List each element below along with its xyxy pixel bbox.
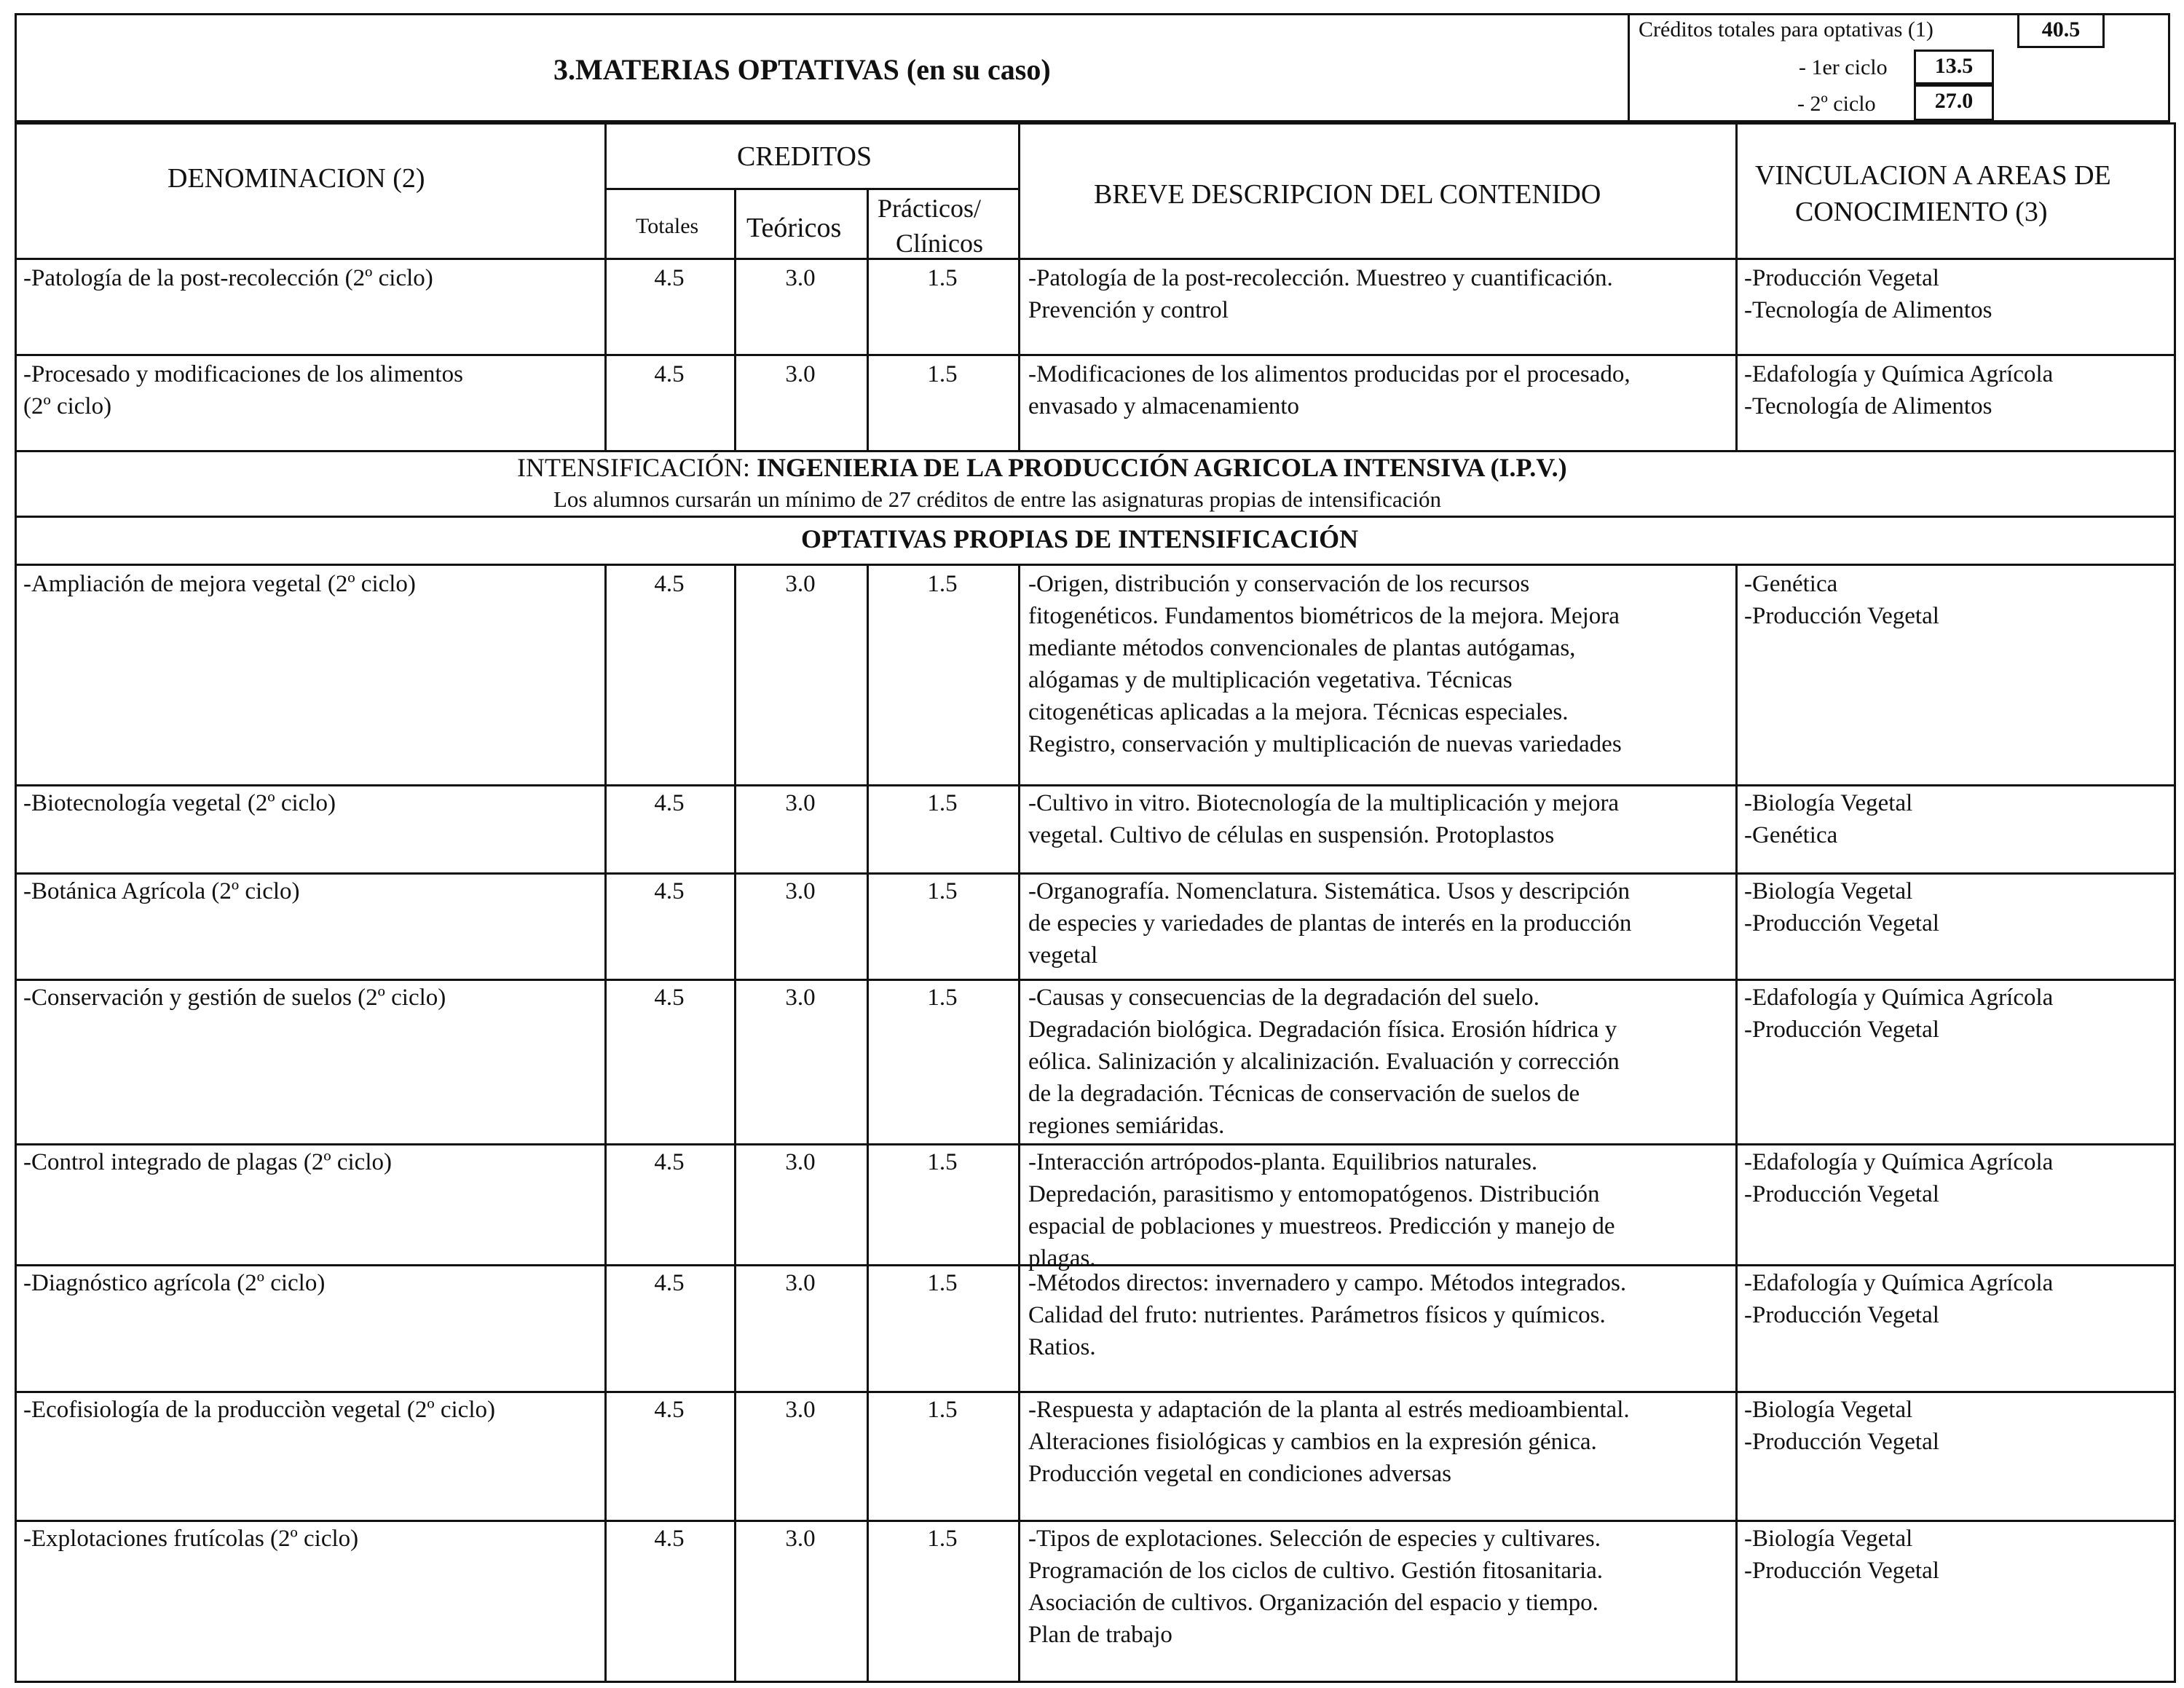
course-name-line: (2º ciclo) [23,393,112,419]
course-description [1028,1267,1727,1363]
page-title: 3.MATERIAS OPTATIVAS (en su caso) [553,53,1051,86]
description-line: Alteraciones fisiológicas y cambios en la expresión génica. [1028,1429,1597,1455]
col-practicos: Prácticos/ [878,194,981,223]
knowledge-areas [1744,1146,2174,1210]
credits-practicos: 1.5 [927,878,958,904]
course-description [1028,787,1727,851]
course-name-line: -Diagnóstico agrícola (2º ciclo) [23,1270,326,1296]
area-line: -Biología Vegetal [1744,1526,1913,1552]
credits-teoricos: 3.0 [785,878,816,904]
credits-teoricos: 3.0 [785,1397,816,1423]
description-line: -Cultivo in vitro. Biotecnología de la multiplicación y mejora [1028,790,1620,816]
course-description [1028,358,1727,422]
description-line: Ratios. [1028,1334,1096,1360]
col-descripcion: BREVE DESCRIPCION DEL CONTENIDO [1094,179,1601,210]
credits-totales: 4.5 [654,265,685,291]
credits-totales: 4.5 [654,985,685,1011]
description-line: -Respuesta y adaptación de la planta al estrés medioambiental. [1028,1397,1630,1423]
course-name [23,1394,599,1426]
col-vinculacion-1: VINCULACION A AREAS DE [1755,160,2111,191]
cycle1-value: 13.5 [1914,50,1994,84]
credits-totales: 4.5 [654,1270,685,1296]
credits-practicos: 1.5 [927,1526,958,1552]
description-line: -Causas y consecuencias de la degradación del suelo. [1028,985,1540,1011]
description-line: Depredación, parasitismo y entomopatógenos. Distribución [1028,1181,1600,1207]
course-name-line: -Biotecnología vegetal (2º ciclo) [23,790,336,816]
description-line: vegetal. Cultivo de células en suspensión. Protoplastos [1028,822,1555,848]
area-line: -Edafología y Química Agrícola [1744,361,2054,387]
credits-teoricos: 3.0 [785,1526,816,1552]
area-line: -Tecnología de Alimentos [1744,297,1992,323]
row-rule [15,1681,2174,1683]
cycle1-label: - 1er ciclo [1799,55,1888,79]
description-line: Plan de trabajo [1028,1622,1172,1648]
description-line: mediante métodos convencionales de plantas autógamas, [1028,635,1576,661]
area-line: -Producción Vegetal [1744,910,1939,936]
col-totales: Totales [636,214,699,238]
credits-total-label: Créditos totales para optativas (1) [1639,17,1933,42]
area-line: -Edafología y Química Agrícola [1744,1149,2054,1175]
col-creditos: CREDITOS [737,141,872,172]
area-line: -Biología Vegetal [1744,878,1913,904]
credits-totales: 4.5 [654,790,685,816]
col-rule [604,564,607,1683]
row-rule [15,1520,2174,1522]
knowledge-areas [1744,1394,2174,1458]
col-rule [867,188,869,451]
course-description [1028,982,1727,1142]
col-rule [1735,564,1738,1683]
description-line: vegetal [1028,942,1098,969]
col-teoricos: Teóricos [746,213,842,243]
course-description [1028,1394,1727,1490]
row-rule [15,784,2174,786]
description-line: de especies y variedades de plantas de interés en la producción [1028,910,1632,936]
description-line: alógamas y de multiplicación vegetativa. Técnicas [1028,667,1513,693]
credits-teoricos: 3.0 [785,571,816,597]
area-line: -Producción Vegetal [1744,1302,1939,1328]
description-line: de la degradación. Técnicas de conservación de suelos de [1028,1081,1580,1107]
header-top-rule [15,122,2174,125]
table-left-edge [15,122,17,1683]
credits-totales: 4.5 [654,1526,685,1552]
credits-teoricos: 3.0 [785,790,816,816]
description-line: plagas. [1028,1245,1096,1271]
intensification-name: INGENIERIA DE LA PRODUCCIÓN AGRICOLA INTENSIVA (I.P.V.) [757,453,1567,482]
description-line: citogenéticas aplicadas a la mejora. Técnicas especiales. [1028,699,1569,725]
knowledge-areas [1744,875,2174,939]
col-rule [1018,564,1020,1683]
description-line: espacial de poblaciones y muestreos. Predicción y manejo de [1028,1213,1615,1239]
credits-practicos: 1.5 [927,1397,958,1423]
knowledge-areas [1744,358,2174,422]
course-description [1028,1523,1727,1651]
knowledge-areas [1744,1523,2174,1587]
knowledge-areas [1744,787,2174,851]
credits-total-value: 40.5 [2017,13,2105,48]
description-line: regiones semiáridas. [1028,1113,1225,1139]
credits-practicos: 1.5 [927,571,958,597]
course-name [23,358,599,422]
area-line: -Biología Vegetal [1744,1397,1913,1423]
description-line: Calidad del fruto: nutrientes. Parámetros físicos y químicos. [1028,1302,1606,1328]
creditos-sub-rule [604,188,1018,190]
description-line: Prevención y control [1028,297,1229,323]
credits-practicos: 1.5 [927,985,958,1011]
area-line: -Producción Vegetal [1744,1429,1939,1455]
intensification-prefix: INTENSIFICACIÓN: [517,453,757,482]
area-line: -Producción Vegetal [1744,265,1939,291]
course-name [23,1267,599,1299]
col-rule [1018,122,1020,451]
col-rule [734,564,736,1683]
intensification-note: Los alumnos cursarán un mínimo de 27 créditos de entre las asignaturas propias de intensificación [553,486,1441,512]
description-line: Asociación de cultivos. Organización del espacio y tiempo. [1028,1590,1598,1616]
course-name-line: -Patología de la post-recolección (2º ciclo) [23,265,433,291]
cycle2-label: - 2º ciclo [1797,92,1876,116]
row-rule [15,1143,2174,1145]
description-line: -Métodos directos: invernadero y campo. Métodos integrados. [1028,1270,1627,1296]
area-line: -Producción Vegetal [1744,1181,1939,1207]
description-line: -Modificaciones de los alimentos producidas por el procesado, [1028,361,1631,387]
area-line: -Edafología y Química Agrícola [1744,1270,2054,1296]
area-line: -Tecnología de Alimentos [1744,393,1992,419]
row-rule [15,450,2174,452]
course-name [23,1146,599,1178]
course-name [23,982,599,1014]
credits-teoricos: 3.0 [785,985,816,1011]
section-title: OPTATIVAS PROPIAS DE INTENSIFICACIÓN [801,524,1359,553]
credits-teoricos: 3.0 [785,265,816,291]
description-line: -Tipos de explotaciones. Selección de especies y cultivares. [1028,1526,1601,1552]
description-line: Producción vegetal en condiciones adversas [1028,1461,1451,1487]
col-clinicos: Clínicos [896,229,984,258]
credits-teoricos: 3.0 [785,1270,816,1296]
course-name-line: -Explotaciones frutícolas (2º ciclo) [23,1526,359,1552]
description-line: -Patología de la post-recolección. Muestreo y cuantificación. [1028,265,1613,291]
header-bottom-rule [15,258,2174,260]
course-name-line: -Ecofisiología de la producciòn vegetal (2º ciclo) [23,1397,495,1423]
knowledge-areas [1744,568,2174,632]
row-rule [15,1391,2174,1393]
knowledge-areas [1744,1267,2174,1331]
description-line: fitogenéticos. Fundamentos biométricos de la mejora. Mejora [1028,603,1620,629]
credits-practicos: 1.5 [927,265,958,291]
area-line: -Genética [1744,571,1838,597]
band-rule [15,516,2174,518]
area-line: -Biología Vegetal [1744,790,1913,816]
description-line: Degradación biológica. Degradación física. Erosión hídrica y [1028,1017,1617,1043]
area-line: -Edafología y Química Agrícola [1744,985,2054,1011]
description-line: -Interacción artrópodos-planta. Equilibrios naturales. [1028,1149,1538,1175]
row-rule [15,979,2174,981]
course-name [23,787,599,819]
credits-teoricos: 3.0 [785,1149,816,1175]
course-name-line: -Control integrado de plagas (2º ciclo) [23,1149,392,1175]
credits-practicos: 1.5 [927,790,958,816]
col-rule [734,188,736,451]
knowledge-areas [1744,262,2174,326]
area-line: -Producción Vegetal [1744,603,1939,629]
intensification-title [517,454,1567,481]
course-name-line: -Conservación y gestión de suelos (2º ciclo) [23,985,446,1011]
credits-totales: 4.5 [654,1149,685,1175]
col-rule [867,564,869,1683]
credits-totales: 4.5 [654,878,685,904]
col-rule [1735,122,1738,451]
cycle2-value: 27.0 [1914,84,1994,121]
area-line: -Genética [1744,822,1838,848]
row-rule [15,872,2174,875]
course-description [1028,262,1727,326]
table-right-edge [2174,122,2176,1683]
col-vinculacion-2: CONOCIMIENTO (3) [1795,197,2048,227]
credits-practicos: 1.5 [927,361,958,387]
description-line: Registro, conservación y multiplicación de nuevas variedades [1028,731,1622,757]
description-line: Programación de los ciclos de cultivo. Gestión fitosanitaria. [1028,1558,1604,1584]
knowledge-areas [1744,982,2174,1046]
course-name [23,262,599,294]
course-name-line: -Botánica Agrícola (2º ciclo) [23,878,300,904]
credits-teoricos: 3.0 [785,361,816,387]
course-name-line: -Ampliación de mejora vegetal (2º ciclo) [23,571,416,597]
description-line: -Origen, distribución y conservación de los recursos [1028,571,1530,597]
course-description [1028,1146,1727,1274]
course-name-line: -Procesado y modificaciones de los alimentos [23,361,463,387]
area-line: -Producción Vegetal [1744,1017,1939,1043]
area-line: -Producción Vegetal [1744,1558,1939,1584]
band-rule [15,564,2174,566]
course-name [23,1523,599,1555]
credits-practicos: 1.5 [927,1270,958,1296]
description-line: eólica. Salinización y alcalinización. Evaluación y corrección [1028,1049,1620,1075]
course-name [23,568,599,600]
description-line: envasado y almacenamiento [1028,393,1300,419]
header-divider [1628,13,1630,122]
credits-totales: 4.5 [654,1397,685,1423]
credits-practicos: 1.5 [927,1149,958,1175]
course-description [1028,568,1727,760]
col-denominacion: DENOMINACION (2) [167,163,425,194]
row-rule [15,354,2174,356]
course-name [23,875,599,907]
course-description [1028,875,1727,971]
credits-totales: 4.5 [654,361,685,387]
credits-totales: 4.5 [654,571,685,597]
description-line: -Organografía. Nomenclatura. Sistemática. Usos y descripción [1028,878,1630,904]
